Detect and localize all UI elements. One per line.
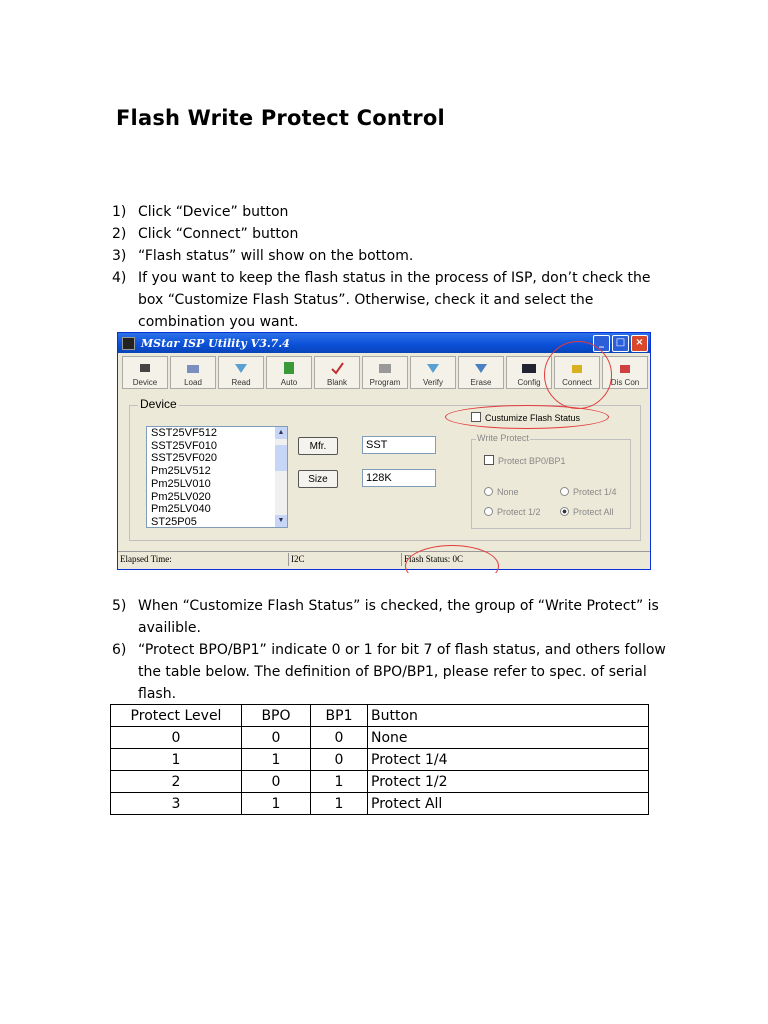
write-protect-legend: Write Protect <box>477 433 529 443</box>
radio-icon[interactable] <box>484 487 493 496</box>
step-number: 1) <box>112 204 127 220</box>
size-field[interactable]: 128K <box>362 469 436 487</box>
isp-utility-window <box>117 332 651 570</box>
toolbar <box>118 353 650 392</box>
chip-icon <box>137 361 153 375</box>
disconnect-button[interactable] <box>602 356 648 389</box>
list-item[interactable]: SST25VF020 <box>151 452 218 465</box>
list-item[interactable]: Pm25LV010 <box>151 477 211 490</box>
toolbar-label: Device <box>132 378 158 387</box>
scroll-up-icon[interactable]: ▲ <box>275 427 287 439</box>
app-icon <box>122 337 135 350</box>
table-header: Button <box>368 705 649 727</box>
toolbar-label: Program <box>369 378 401 387</box>
checkbox-icon[interactable] <box>471 412 481 422</box>
toolbar-label: Blank <box>326 378 347 387</box>
window-controls <box>593 335 648 352</box>
protect-level-table <box>110 704 649 815</box>
step-text: Click “Connect” button <box>138 226 299 242</box>
radio-none[interactable] <box>484 487 519 497</box>
radio-icon[interactable] <box>484 507 493 516</box>
config-button[interactable] <box>506 356 552 389</box>
step-item <box>112 223 672 245</box>
size-button[interactable]: Size <box>298 470 338 488</box>
radio-selected-icon[interactable] <box>560 507 569 516</box>
program-icon <box>377 361 393 375</box>
radio-label: Protect All <box>573 507 614 517</box>
blank-icon <box>329 361 345 375</box>
table-cell: 0 <box>111 727 242 749</box>
auto-icon <box>281 361 297 375</box>
auto-button[interactable] <box>266 356 312 389</box>
list-item[interactable]: ST25P05 <box>151 515 197 528</box>
step-item <box>112 267 672 333</box>
device-panel <box>129 397 641 541</box>
table-cell: 0 <box>242 771 311 793</box>
window-title: MStar ISP Utility V3.7.4 <box>141 336 290 350</box>
radio-label: Protect 1/2 <box>497 507 541 517</box>
table-row <box>111 771 649 793</box>
table-header: Protect Level <box>111 705 242 727</box>
program-button[interactable] <box>362 356 408 389</box>
step-item <box>112 639 672 705</box>
table-cell: 1 <box>242 749 311 771</box>
read-button[interactable] <box>218 356 264 389</box>
toolbar-label: Config <box>517 378 541 387</box>
toolbar-label: Dis Con <box>610 378 640 387</box>
verify-button[interactable] <box>410 356 456 389</box>
load-icon <box>185 361 201 375</box>
table-cell: 0 <box>311 749 368 771</box>
step-item <box>112 201 672 223</box>
checkbox-label: Protect BP0/BP1 <box>498 456 566 466</box>
table-cell: Protect 1/2 <box>368 771 649 793</box>
step-text: When “Customize Flash Status” is checked, the group of “Write Protect” is availible. <box>138 598 659 636</box>
table-cell: 0 <box>311 727 368 749</box>
close-icon[interactable]: × <box>631 335 648 352</box>
config-icon <box>521 361 537 375</box>
maximize-icon[interactable]: □ <box>612 335 629 352</box>
table-cell: 1 <box>311 793 368 815</box>
status-flash: Flash Status: 0C <box>401 553 463 566</box>
device-button[interactable] <box>122 356 168 389</box>
window-titlebar <box>118 333 650 353</box>
table-header: BPO <box>242 705 311 727</box>
step-text: If you want to keep the flash status in the process of ISP, don’t check the box “Customize Flash Status”. Otherwise, check it and select the combination you want. <box>138 270 651 330</box>
table-header-row <box>111 705 649 727</box>
status-elapsed: Elapsed Time: <box>120 554 172 564</box>
checkbox-label: Custumize Flash Status <box>485 413 581 423</box>
table-cell: 1 <box>111 749 242 771</box>
step-text: “Flash status” will show on the bottom. <box>138 248 414 264</box>
toolbar-label: Read <box>231 378 251 387</box>
step-number: 3) <box>112 248 127 264</box>
customize-flash-status-checkbox[interactable] <box>471 412 580 423</box>
table-cell: Protect 1/4 <box>368 749 649 771</box>
toolbar-label: Load <box>184 378 202 387</box>
write-protect-group <box>471 433 631 529</box>
toolbar-label: Verify <box>422 378 443 387</box>
table-header: BP1 <box>311 705 368 727</box>
page-title: Flash Write Protect Control <box>116 106 445 130</box>
erase-icon <box>473 361 489 375</box>
list-item[interactable]: SST25VF512 <box>151 427 218 439</box>
step-item <box>112 245 672 267</box>
checkbox-icon[interactable] <box>484 455 494 465</box>
toolbar-label: Erase <box>470 378 492 387</box>
table-cell: 1 <box>311 771 368 793</box>
step-number: 5) <box>112 598 127 614</box>
read-icon <box>233 361 249 375</box>
device-list[interactable] <box>146 426 288 528</box>
list-item[interactable]: Pm25LV040 <box>151 503 211 516</box>
toolbar-label: Auto <box>280 378 298 387</box>
mfr-field[interactable]: SST <box>362 436 436 454</box>
table-row <box>111 793 649 815</box>
radio-icon[interactable] <box>560 487 569 496</box>
toolbar-label: Connect <box>562 378 592 387</box>
step-number: 2) <box>112 226 127 242</box>
list-item[interactable]: Pm25LV020 <box>151 490 211 503</box>
table-cell: None <box>368 727 649 749</box>
list-item[interactable]: SST25VF010 <box>151 439 218 452</box>
load-button[interactable] <box>170 356 216 389</box>
connect-icon <box>569 361 585 375</box>
radio-protect-quarter[interactable] <box>560 487 617 497</box>
step-number: 6) <box>112 642 127 658</box>
minimize-icon[interactable]: _ <box>593 335 610 352</box>
radio-protect-all[interactable] <box>560 507 614 517</box>
list-scrollbar[interactable] <box>275 427 287 527</box>
table-row <box>111 727 649 749</box>
step-text: Click “Device” button <box>138 204 289 220</box>
scroll-thumb[interactable] <box>275 445 287 471</box>
list-item[interactable]: Pm25LV512 <box>151 465 211 478</box>
table-row <box>111 749 649 771</box>
steps-list-top <box>112 201 672 333</box>
table-cell: Protect All <box>368 793 649 815</box>
step-text: “Protect BPO/BP1” indicate 0 or 1 for bit 7 of flash status, and others follow the table below. The definition of BPO/BP1, please refer to spec. of serial flash. <box>138 642 666 702</box>
step-number: 4) <box>112 270 127 286</box>
radio-label: None <box>497 487 519 497</box>
table-cell: 2 <box>111 771 242 793</box>
table-cell: 0 <box>242 727 311 749</box>
disconnect-icon <box>617 361 633 375</box>
scroll-down-icon[interactable]: ▼ <box>275 515 287 527</box>
verify-icon <box>425 361 441 375</box>
connect-button[interactable] <box>554 356 600 389</box>
step-item <box>112 595 672 639</box>
blank-button[interactable] <box>314 356 360 389</box>
device-group-label: Device <box>140 397 177 411</box>
steps-list-bottom <box>112 595 672 705</box>
status-i2c: I2C <box>288 553 305 566</box>
table-cell: 3 <box>111 793 242 815</box>
mfr-button[interactable]: Mfr. <box>298 437 338 455</box>
radio-protect-half[interactable] <box>484 507 541 517</box>
table-cell: 1 <box>242 793 311 815</box>
radio-label: Protect 1/4 <box>573 487 617 497</box>
status-bar <box>118 551 650 568</box>
protect-bp-checkbox[interactable] <box>484 455 566 466</box>
erase-button[interactable] <box>458 356 504 389</box>
